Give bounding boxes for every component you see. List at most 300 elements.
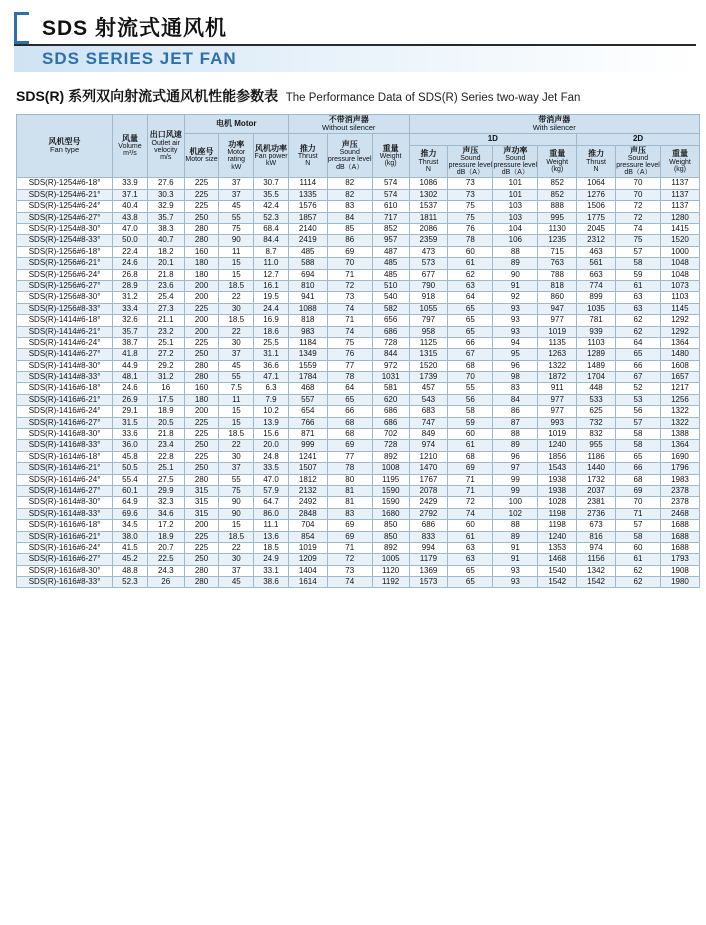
cell-value: 972 bbox=[372, 360, 409, 371]
section-subtitle bbox=[16, 86, 706, 106]
cell-value: 16.1 bbox=[254, 280, 289, 291]
cell-value: 28.9 bbox=[113, 280, 148, 291]
group-header-motor-label: 电机 Motor bbox=[216, 118, 257, 128]
table-row bbox=[17, 326, 700, 337]
cell-value: 1005 bbox=[372, 554, 409, 565]
page-title-en: SDS SERIES JET FAN bbox=[42, 49, 237, 68]
cell-value: 32.9 bbox=[147, 201, 184, 212]
cell-value: 61 bbox=[448, 258, 493, 269]
cell-value: 2378 bbox=[660, 497, 699, 508]
cell-value: 832 bbox=[577, 429, 616, 440]
cell-value: 1019 bbox=[538, 326, 577, 337]
cell-value: 1137 bbox=[660, 201, 699, 212]
group-header-without-silencer bbox=[288, 115, 409, 134]
cell-value: 34.5 bbox=[113, 520, 148, 531]
group-header-with-silencer-en: With silencer bbox=[532, 123, 576, 133]
cell-value: 22.5 bbox=[147, 554, 184, 565]
cell-value: 73 bbox=[448, 178, 493, 189]
cell-value: 457 bbox=[409, 383, 448, 394]
col-header-thrust-1d-unit: N bbox=[425, 165, 431, 173]
cell-value: 180 bbox=[184, 394, 219, 405]
cell-value: 61 bbox=[616, 554, 661, 565]
cell-value: 91 bbox=[493, 542, 538, 553]
cell-value: 280 bbox=[184, 235, 219, 246]
cell-value: 468 bbox=[288, 383, 327, 394]
cell-value: 30 bbox=[219, 451, 254, 462]
cell-value: 1767 bbox=[409, 474, 448, 485]
col-header-thrust-1d-en: Thrust bbox=[418, 158, 439, 166]
cell-value: 74 bbox=[616, 223, 661, 234]
cell-value: 83 bbox=[327, 201, 372, 212]
cell-value: 87 bbox=[493, 417, 538, 428]
cell-value: 315 bbox=[184, 485, 219, 496]
cell-value: 71 bbox=[448, 485, 493, 496]
cell-value: 24.4 bbox=[254, 303, 289, 314]
cell-value: 37 bbox=[219, 189, 254, 200]
cell-value: 61 bbox=[448, 531, 493, 542]
cell-value: 1198 bbox=[538, 508, 577, 519]
cell-value: 18.5 bbox=[219, 429, 254, 440]
cell-value: 2419 bbox=[288, 235, 327, 246]
cell-value: 899 bbox=[577, 292, 616, 303]
cell-value: 33.9 bbox=[113, 178, 148, 189]
cell-value: 67 bbox=[448, 349, 493, 360]
col-header-fan-power-unit: kW bbox=[265, 160, 277, 168]
cell-value: 315 bbox=[184, 508, 219, 519]
cell-value: 83 bbox=[327, 508, 372, 519]
col-header-thrust-nosilencer-cn: 推力 bbox=[299, 143, 316, 153]
cell-value: 62 bbox=[616, 326, 661, 337]
table-row bbox=[17, 531, 700, 542]
cell-value: 11 bbox=[219, 246, 254, 257]
col-header-weight-nosilencer-en: Weight bbox=[379, 152, 402, 160]
col-header-weight-2d-unit: (kg) bbox=[673, 165, 687, 173]
cell-value: 101 bbox=[493, 189, 538, 200]
cell-value: 686 bbox=[372, 406, 409, 417]
cell-value: 16.9 bbox=[254, 315, 289, 326]
table-row bbox=[17, 223, 700, 234]
col-header-outlet-velocity-cn: 出口风速 bbox=[149, 130, 182, 140]
cell-value: 90 bbox=[219, 235, 254, 246]
cell-value: 487 bbox=[372, 246, 409, 257]
cell-value: 1137 bbox=[660, 178, 699, 189]
cell-value: 656 bbox=[372, 315, 409, 326]
cell-value: 18.5 bbox=[219, 280, 254, 291]
page-title-cn: SDS 射流式通风机 bbox=[14, 8, 696, 46]
cell-fan-type: SDS(R)-1414#6-27° bbox=[17, 349, 113, 360]
cell-value: 68.4 bbox=[254, 223, 289, 234]
cell-value: 977 bbox=[538, 406, 577, 417]
cell-fan-type: SDS(R)-1614#6-24° bbox=[17, 474, 113, 485]
cell-value: 947 bbox=[538, 303, 577, 314]
cell-value: 60 bbox=[448, 429, 493, 440]
col-header-thrust-2d-unit: N bbox=[593, 165, 599, 173]
cell-value: 1440 bbox=[577, 463, 616, 474]
cell-value: 69 bbox=[327, 246, 372, 257]
cell-value: 59 bbox=[448, 417, 493, 428]
cell-value: 582 bbox=[372, 303, 409, 314]
cell-value: 70 bbox=[616, 497, 661, 508]
cell-value: 728 bbox=[372, 440, 409, 451]
cell-value: 58 bbox=[616, 258, 661, 269]
table-row bbox=[17, 349, 700, 360]
table-row bbox=[17, 235, 700, 246]
cell-value: 82 bbox=[327, 189, 372, 200]
cell-value: 1520 bbox=[660, 235, 699, 246]
cell-value: 581 bbox=[372, 383, 409, 394]
col-header-volume-en: Volume bbox=[118, 143, 142, 151]
cell-value: 1470 bbox=[409, 463, 448, 474]
cell-value: 74 bbox=[327, 303, 372, 314]
cell-value: 1280 bbox=[660, 212, 699, 223]
cell-value: 1125 bbox=[409, 337, 448, 348]
col-header-thrust-nosilencer-unit: N bbox=[305, 160, 311, 168]
cell-value: 69 bbox=[327, 520, 372, 531]
col-header-weight-2d-en: Weight bbox=[669, 158, 691, 166]
cell-value: 31.2 bbox=[147, 372, 184, 383]
cell-value: 1008 bbox=[372, 463, 409, 474]
cell-fan-type: SDS(R)-1414#6-24° bbox=[17, 337, 113, 348]
cell-fan-type: SDS(R)-1416#6-18° bbox=[17, 383, 113, 394]
cell-value: 1542 bbox=[577, 577, 616, 588]
cell-value: 84.4 bbox=[254, 235, 289, 246]
cell-value: 69 bbox=[616, 485, 661, 496]
cell-value: 63 bbox=[448, 542, 493, 553]
cell-value: 939 bbox=[577, 326, 616, 337]
cell-value: 557 bbox=[288, 394, 327, 405]
cell-value: 1179 bbox=[409, 554, 448, 565]
cell-value: 1103 bbox=[660, 292, 699, 303]
cell-value: 22 bbox=[219, 292, 254, 303]
table-row bbox=[17, 429, 700, 440]
cell-value: 31.5 bbox=[113, 417, 148, 428]
cell-value: 68 bbox=[448, 360, 493, 371]
cell-value: 41.5 bbox=[113, 542, 148, 553]
table-row bbox=[17, 383, 700, 394]
cell-fan-type: SDS(R)-1414#8-30° bbox=[17, 360, 113, 371]
cell-value: 30 bbox=[219, 337, 254, 348]
cell-value: 686 bbox=[372, 417, 409, 428]
cell-value: 30.3 bbox=[147, 189, 184, 200]
cell-value: 852 bbox=[372, 223, 409, 234]
cell-value: 30 bbox=[219, 554, 254, 565]
cell-value: 72 bbox=[327, 554, 372, 565]
col-header-motor-rating bbox=[219, 134, 254, 178]
cell-value: 15 bbox=[219, 520, 254, 531]
cell-value: 15.6 bbox=[254, 429, 289, 440]
cell-value: 18.5 bbox=[219, 531, 254, 542]
cell-value: 810 bbox=[288, 280, 327, 291]
cell-value: 1688 bbox=[660, 542, 699, 553]
cell-value: 91 bbox=[493, 554, 538, 565]
cell-value: 89 bbox=[493, 440, 538, 451]
cell-value: 180 bbox=[184, 269, 219, 280]
cell-value: 1775 bbox=[577, 212, 616, 223]
cell-value: 1364 bbox=[660, 440, 699, 451]
cell-value: 1256 bbox=[660, 394, 699, 405]
cell-value: 1210 bbox=[409, 451, 448, 462]
cell-value: 200 bbox=[184, 292, 219, 303]
cell-value: 225 bbox=[184, 189, 219, 200]
col-header-spl-nosilencer bbox=[327, 134, 372, 178]
cell-value: 74 bbox=[327, 326, 372, 337]
cell-value: 1908 bbox=[660, 565, 699, 576]
cell-value: 15 bbox=[219, 269, 254, 280]
cell-value: 55 bbox=[219, 474, 254, 485]
cell-value: 1048 bbox=[660, 258, 699, 269]
cell-value: 25.4 bbox=[147, 292, 184, 303]
cell-value: 97 bbox=[493, 463, 538, 474]
cell-value: 66 bbox=[448, 337, 493, 348]
cell-value: 2848 bbox=[288, 508, 327, 519]
cell-value: 888 bbox=[538, 201, 577, 212]
cell-fan-type: SDS(R)-1256#8-30° bbox=[17, 292, 113, 303]
table-row bbox=[17, 554, 700, 565]
cell-value: 75 bbox=[327, 337, 372, 348]
cell-value: 315 bbox=[184, 497, 219, 508]
cell-value: 1542 bbox=[538, 577, 577, 588]
cell-value: 45 bbox=[219, 360, 254, 371]
cell-value: 918 bbox=[409, 292, 448, 303]
cell-value: 88 bbox=[493, 520, 538, 531]
group-header-1d-label: 1D bbox=[487, 134, 498, 144]
cell-value: 47.0 bbox=[113, 223, 148, 234]
cell-value: 620 bbox=[372, 394, 409, 405]
col-header-motor-size-cn: 机座号 bbox=[189, 147, 214, 157]
cell-value: 68 bbox=[327, 429, 372, 440]
col-header-weight-nosilencer-unit: (kg) bbox=[384, 160, 397, 168]
cell-value: 24.9 bbox=[254, 554, 289, 565]
cell-value: 12.7 bbox=[254, 269, 289, 280]
cell-value: 1302 bbox=[409, 189, 448, 200]
cell-value: 250 bbox=[184, 212, 219, 223]
cell-value: 1209 bbox=[288, 554, 327, 565]
table-row bbox=[17, 451, 700, 462]
cell-value: 654 bbox=[288, 406, 327, 417]
cell-value: 70 bbox=[448, 372, 493, 383]
group-header-1d bbox=[409, 134, 577, 145]
col-header-spl-1d-cn: 声压 bbox=[462, 145, 479, 155]
cell-value: 6.3 bbox=[254, 383, 289, 394]
col-header-fan-power-en: Fan power bbox=[254, 152, 288, 160]
cell-value: 70 bbox=[327, 258, 372, 269]
cell-fan-type: SDS(R)-1254#6-18° bbox=[17, 178, 113, 189]
cell-fan-type: SDS(R)-1614#6-21° bbox=[17, 463, 113, 474]
cell-value: 1614 bbox=[288, 577, 327, 588]
cell-value: 23.4 bbox=[147, 440, 184, 451]
cell-value: 1184 bbox=[288, 337, 327, 348]
cell-value: 52.3 bbox=[113, 577, 148, 588]
cell-value: 225 bbox=[184, 429, 219, 440]
cell-value: 200 bbox=[184, 326, 219, 337]
cell-value: 69 bbox=[327, 440, 372, 451]
cell-value: 892 bbox=[372, 542, 409, 553]
cell-value: 200 bbox=[184, 520, 219, 531]
cell-value: 1793 bbox=[660, 554, 699, 565]
cell-fan-type: SDS(R)-1414#6-18° bbox=[17, 315, 113, 326]
cell-value: 1657 bbox=[660, 372, 699, 383]
table-row bbox=[17, 360, 700, 371]
table-row bbox=[17, 474, 700, 485]
cell-value: 67 bbox=[616, 372, 661, 383]
col-header-motor-size bbox=[184, 134, 219, 178]
cell-value: 16 bbox=[147, 383, 184, 394]
cell-value: 88 bbox=[493, 429, 538, 440]
cell-value: 65 bbox=[616, 451, 661, 462]
cell-value: 96 bbox=[493, 360, 538, 371]
cell-value: 850 bbox=[372, 531, 409, 542]
cell-value: 68 bbox=[616, 474, 661, 485]
cell-value: 50.5 bbox=[113, 463, 148, 474]
cell-fan-type: SDS(R)-1254#6-27° bbox=[17, 212, 113, 223]
col-header-thrust-2d-cn: 推力 bbox=[588, 149, 605, 159]
cell-value: 1559 bbox=[288, 360, 327, 371]
table-row bbox=[17, 201, 700, 212]
cell-value: 99 bbox=[493, 485, 538, 496]
col-header-weight-nosilencer-cn: 重量 bbox=[382, 143, 399, 153]
cell-value: 1235 bbox=[538, 235, 577, 246]
cell-value: 1507 bbox=[288, 463, 327, 474]
cell-value: 983 bbox=[288, 326, 327, 337]
cell-value: 40.4 bbox=[113, 201, 148, 212]
cell-fan-type: SDS(R)-1414#6-21° bbox=[17, 326, 113, 337]
cell-value: 852 bbox=[538, 189, 577, 200]
cell-value: 40.7 bbox=[147, 235, 184, 246]
cell-value: 1217 bbox=[660, 383, 699, 394]
cell-value: 71 bbox=[448, 474, 493, 485]
cell-value: 93 bbox=[493, 577, 538, 588]
cell-value: 42.4 bbox=[254, 201, 289, 212]
cell-value: 280 bbox=[184, 577, 219, 588]
col-header-fan-type-en: Fan type bbox=[49, 145, 80, 155]
cell-value: 27.6 bbox=[147, 178, 184, 189]
cell-value: 2086 bbox=[409, 223, 448, 234]
cell-value: 58 bbox=[616, 531, 661, 542]
cell-value: 833 bbox=[409, 531, 448, 542]
cell-value: 58 bbox=[616, 440, 661, 451]
cell-value: 89 bbox=[493, 531, 538, 542]
cell-value: 20.0 bbox=[254, 440, 289, 451]
cell-value: 27.5 bbox=[147, 474, 184, 485]
col-header-spl-1d-unit: dB（A） bbox=[456, 169, 484, 177]
cell-value: 33.6 bbox=[113, 429, 148, 440]
cell-value: 1739 bbox=[409, 372, 448, 383]
cell-value: 1353 bbox=[538, 542, 577, 553]
cell-fan-type: SDS(R)-1254#6-24° bbox=[17, 201, 113, 212]
cell-value: 1086 bbox=[409, 178, 448, 189]
col-header-spl-2d-en: Sound pressure level bbox=[616, 155, 660, 170]
cell-value: 1064 bbox=[577, 178, 616, 189]
cell-value: 53 bbox=[616, 394, 661, 405]
cell-value: 77 bbox=[327, 360, 372, 371]
cell-value: 911 bbox=[538, 383, 577, 394]
cell-value: 55 bbox=[219, 212, 254, 223]
cell-value: 683 bbox=[409, 406, 448, 417]
cell-value: 250 bbox=[184, 349, 219, 360]
cell-value: 26.8 bbox=[113, 269, 148, 280]
cell-value: 92 bbox=[493, 292, 538, 303]
cell-value: 849 bbox=[409, 429, 448, 440]
cell-value: 86.0 bbox=[254, 508, 289, 519]
cell-value: 64 bbox=[327, 383, 372, 394]
cell-value: 2132 bbox=[288, 485, 327, 496]
cell-value: 15 bbox=[219, 258, 254, 269]
cell-value: 2037 bbox=[577, 485, 616, 496]
cell-value: 1520 bbox=[409, 360, 448, 371]
cell-value: 99 bbox=[493, 474, 538, 485]
cell-value: 27.3 bbox=[147, 303, 184, 314]
col-header-spl-2d-unit: dB（A） bbox=[624, 169, 652, 177]
cell-value: 37.1 bbox=[113, 189, 148, 200]
cell-value: 2381 bbox=[577, 497, 616, 508]
col-header-spl-2d bbox=[616, 145, 661, 178]
cell-value: 280 bbox=[184, 372, 219, 383]
cell-value: 93 bbox=[493, 326, 538, 337]
col-header-spl-2d-cn: 声压 bbox=[629, 145, 646, 155]
cell-value: 1103 bbox=[577, 337, 616, 348]
table-body bbox=[17, 178, 700, 588]
cell-value: 280 bbox=[184, 223, 219, 234]
table-row bbox=[17, 212, 700, 223]
table-row bbox=[17, 497, 700, 508]
cell-value: 977 bbox=[538, 394, 577, 405]
cell-value: 280 bbox=[184, 360, 219, 371]
cell-value: 61 bbox=[448, 440, 493, 451]
cell-value: 850 bbox=[372, 520, 409, 531]
cell-value: 64 bbox=[616, 337, 661, 348]
cell-value: 71 bbox=[616, 508, 661, 519]
cell-value: 1241 bbox=[288, 451, 327, 462]
cell-value: 1137 bbox=[660, 189, 699, 200]
cell-value: 76 bbox=[448, 223, 493, 234]
cell-value: 55 bbox=[448, 383, 493, 394]
cell-value: 76 bbox=[327, 349, 372, 360]
header-row-groups bbox=[17, 115, 700, 134]
cell-value: 574 bbox=[372, 178, 409, 189]
cell-value: 533 bbox=[577, 394, 616, 405]
cell-value: 72 bbox=[616, 212, 661, 223]
cell-value: 93 bbox=[493, 303, 538, 314]
cell-value: 1468 bbox=[538, 554, 577, 565]
cell-value: 38.3 bbox=[147, 223, 184, 234]
cell-value: 18.6 bbox=[254, 326, 289, 337]
table-row bbox=[17, 463, 700, 474]
cell-value: 2492 bbox=[288, 497, 327, 508]
col-header-volume-unit: m³/s bbox=[123, 150, 137, 158]
cell-value: 473 bbox=[409, 246, 448, 257]
cell-value: 63 bbox=[616, 292, 661, 303]
cell-value: 8.7 bbox=[254, 246, 289, 257]
cell-value: 510 bbox=[372, 280, 409, 291]
cell-value: 225 bbox=[184, 337, 219, 348]
cell-value: 21.8 bbox=[147, 269, 184, 280]
cell-value: 30 bbox=[219, 303, 254, 314]
cell-value: 200 bbox=[184, 406, 219, 417]
cell-value: 994 bbox=[409, 542, 448, 553]
cell-value: 85 bbox=[327, 223, 372, 234]
cell-value: 1156 bbox=[577, 554, 616, 565]
cell-value: 1055 bbox=[409, 303, 448, 314]
cell-value: 1856 bbox=[538, 451, 577, 462]
cell-value: 47.0 bbox=[254, 474, 289, 485]
cell-value: 35.7 bbox=[147, 212, 184, 223]
cell-value: 60 bbox=[448, 246, 493, 257]
cell-value: 93 bbox=[493, 565, 538, 576]
cell-value: 1322 bbox=[538, 360, 577, 371]
cell-value: 65 bbox=[448, 303, 493, 314]
cell-value: 1073 bbox=[660, 280, 699, 291]
cell-value: 818 bbox=[288, 315, 327, 326]
